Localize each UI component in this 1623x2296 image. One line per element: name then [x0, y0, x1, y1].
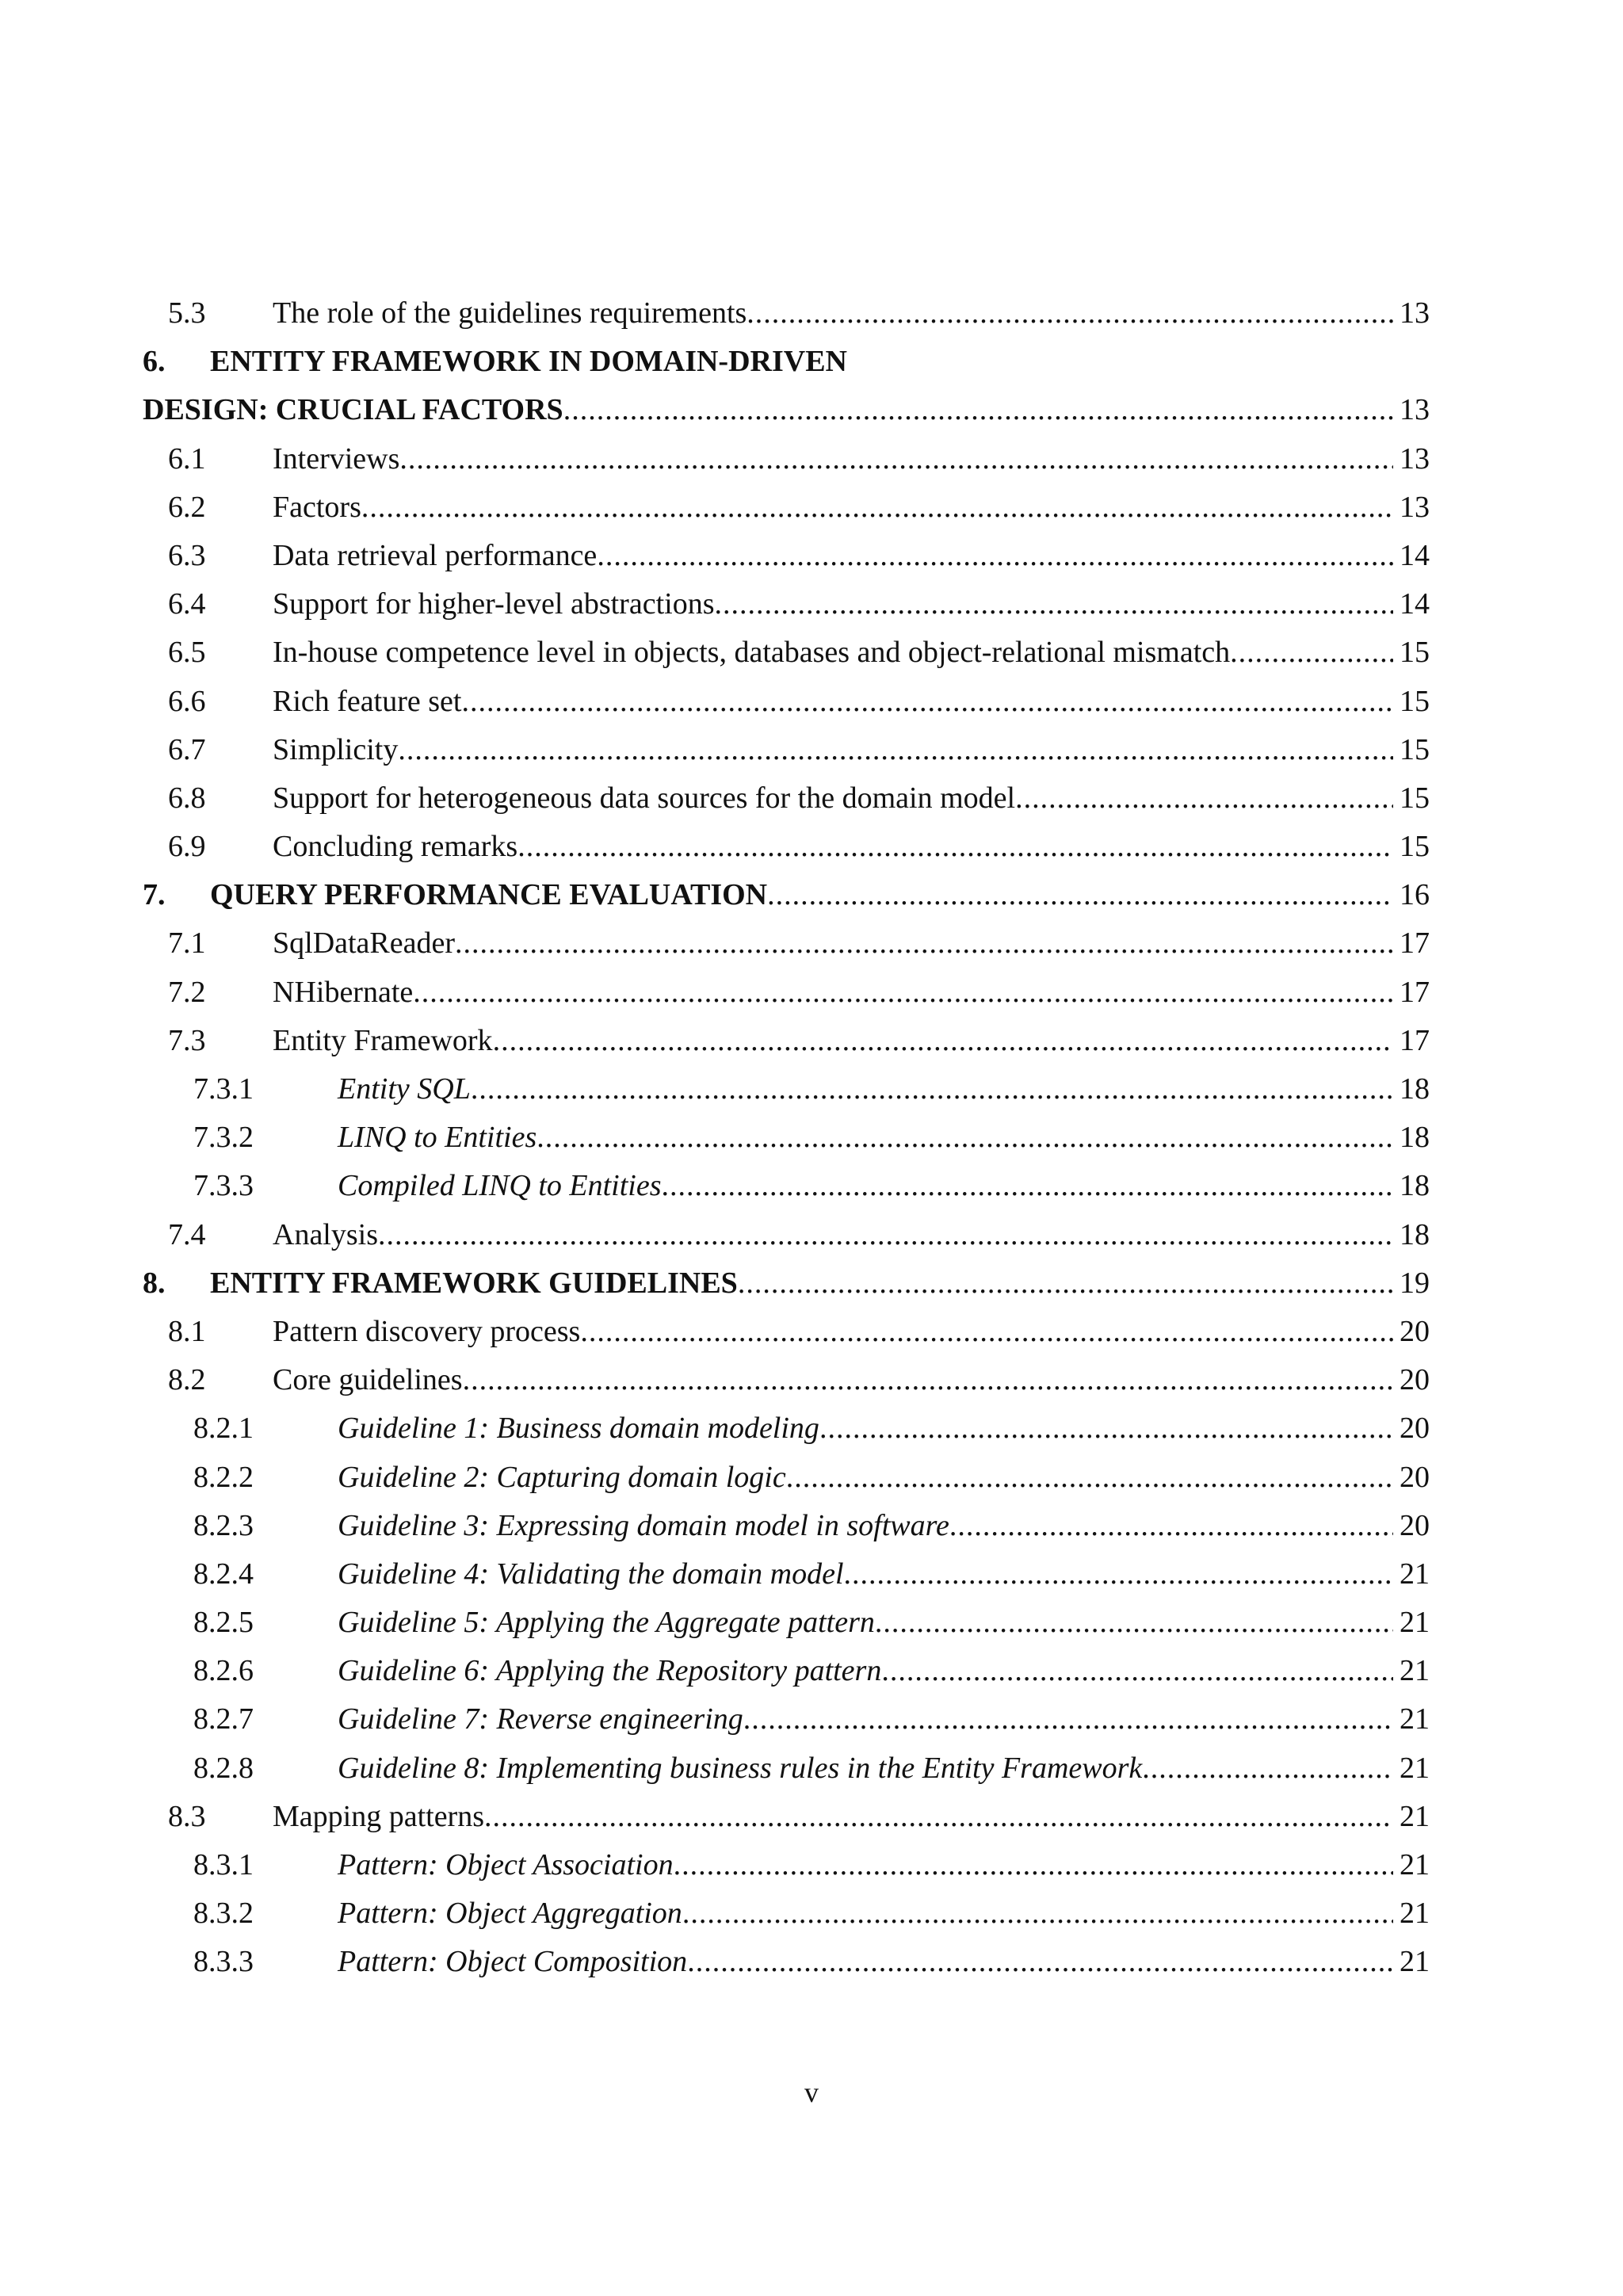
- dot-leader: [563, 386, 1393, 434]
- toc-entry-page: 21: [1400, 1799, 1430, 1833]
- dot-leader: [463, 1356, 1393, 1404]
- toc-entry-page: 18: [1400, 1217, 1430, 1251]
- dot-leader: [597, 532, 1393, 580]
- page-number: v: [804, 2076, 819, 2108]
- toc-entry[interactable]: [0, 483, 1623, 532]
- toc-entry[interactable]: [0, 1211, 1623, 1259]
- toc-entry[interactable]: [0, 1454, 1623, 1502]
- toc-entry-title: Entity Framework: [273, 1023, 493, 1057]
- toc-entry-title: LINQ to Entities: [338, 1121, 537, 1155]
- dot-leader: [517, 823, 1393, 871]
- dot-leader: [662, 1162, 1394, 1210]
- toc-entry-row: [143, 386, 1430, 434]
- toc-entry-number: 7.3.3: [193, 1169, 254, 1203]
- toc-entry-title: Guideline 1: Business domain modeling: [338, 1412, 819, 1446]
- toc-entry-page: 20: [1400, 1508, 1430, 1542]
- toc-entry-row: [273, 919, 1430, 968]
- toc-entry-number: 8.3.1: [193, 1848, 254, 1881]
- toc-entry-row: [338, 1162, 1430, 1210]
- toc-entry[interactable]: [0, 871, 1623, 919]
- dot-leader: [580, 1308, 1393, 1356]
- dot-leader: [687, 1938, 1393, 1986]
- toc-entry-page: 21: [1400, 1945, 1430, 1979]
- toc-entry-title: ENTITY FRAMEWORK IN DOMAIN-DRIVEN: [210, 345, 847, 379]
- toc-entry-number: 6.5: [168, 636, 206, 670]
- toc-entry-row: [338, 1404, 1430, 1453]
- toc-entry-number: 8.2: [168, 1363, 206, 1397]
- toc-entry-number: 8.: [143, 1266, 166, 1300]
- toc-entry[interactable]: [0, 1695, 1623, 1744]
- toc-entry-number: 6.3: [168, 538, 206, 572]
- dot-leader: [738, 1259, 1393, 1308]
- dot-leader: [455, 919, 1393, 968]
- toc-entry-number: 8.2.8: [193, 1751, 254, 1785]
- toc-entry-number: 7.4: [168, 1217, 206, 1251]
- toc-entry[interactable]: [0, 580, 1623, 628]
- toc-entry-row: [338, 1647, 1430, 1695]
- toc-entry-title: ENTITY FRAMEWORK GUIDELINES: [210, 1266, 738, 1300]
- toc-entry-page: 19: [1400, 1266, 1430, 1300]
- toc-entry[interactable]: [0, 823, 1623, 871]
- toc-entry-page: 20: [1400, 1363, 1430, 1397]
- toc-entry-row: [273, 1017, 1430, 1065]
- toc-entry-row: [338, 1599, 1430, 1647]
- toc-entry-row: [273, 1793, 1430, 1841]
- toc-entry-row: [273, 823, 1430, 871]
- toc-entry-number: 7.3: [168, 1023, 206, 1057]
- toc-entry[interactable]: [0, 1599, 1623, 1647]
- toc-entry-title: QUERY PERFORMANCE EVALUATION: [210, 878, 768, 912]
- toc-entry[interactable]: [0, 628, 1623, 677]
- toc-entry-row: [273, 532, 1430, 580]
- dot-leader: [493, 1017, 1393, 1065]
- toc-entry-number: 8.2.6: [193, 1654, 254, 1688]
- toc-entry-page: 21: [1400, 1897, 1430, 1931]
- toc-entry[interactable]: [0, 289, 1623, 338]
- toc-entry-row: [273, 726, 1430, 774]
- toc-entry[interactable]: [0, 1744, 1623, 1793]
- toc-entry-page: 15: [1400, 684, 1430, 718]
- toc-entry-number: 8.3.2: [193, 1897, 254, 1931]
- toc-entry-number: 8.3: [168, 1799, 206, 1833]
- toc-entry-title: Data retrieval performance: [273, 538, 598, 572]
- toc-entry[interactable]: [0, 1259, 1623, 1308]
- dot-leader: [537, 1114, 1393, 1162]
- toc-entry[interactable]: [0, 1356, 1623, 1404]
- toc-entry-row: [273, 628, 1430, 677]
- toc-entry-title: Support for higher-level abstractions: [273, 587, 715, 621]
- toc-entry-page: 21: [1400, 1702, 1430, 1736]
- dot-leader: [1015, 774, 1393, 823]
- toc-entry-page: 15: [1400, 830, 1430, 864]
- toc-entry-row: [338, 1695, 1430, 1744]
- toc-entry[interactable]: [0, 1793, 1623, 1841]
- toc-entry-page: 18: [1400, 1169, 1430, 1203]
- toc-entry-number: 6.2: [168, 490, 206, 524]
- dot-leader: [875, 1599, 1393, 1647]
- toc-entry-title: Simplicity: [273, 732, 399, 766]
- toc-entry-row: [273, 1356, 1430, 1404]
- toc-entry-page: 20: [1400, 1314, 1430, 1348]
- dot-leader: [484, 1793, 1393, 1841]
- toc-entry-page: 15: [1400, 781, 1430, 815]
- toc-entry[interactable]: [0, 1017, 1623, 1065]
- toc-entry-row: [338, 1938, 1430, 1986]
- dot-leader: [1142, 1744, 1393, 1793]
- toc-entry-page: 21: [1400, 1654, 1430, 1688]
- toc-entry-title: In-house competence level in objects, databases and object-relational mismatch: [273, 636, 1231, 670]
- toc-entry-page: 15: [1400, 636, 1430, 670]
- toc-entry[interactable]: [0, 919, 1623, 968]
- toc-entry-title: DESIGN: CRUCIAL FACTORS: [143, 393, 563, 427]
- toc-entry-number: 8.2.3: [193, 1508, 254, 1542]
- dot-leader: [399, 435, 1393, 483]
- toc-entry-row: [338, 1841, 1430, 1889]
- toc-entry-title: SqlDataReader: [273, 926, 456, 961]
- toc-entry-number: 8.2.2: [193, 1460, 254, 1494]
- toc-entry-title: Guideline 2: Capturing domain logic: [338, 1460, 786, 1494]
- dot-leader: [674, 1841, 1393, 1889]
- toc-entry-title: Guideline 6: Applying the Repository pattern: [338, 1654, 882, 1688]
- toc-entry-title: Support for heterogeneous data sources for the domain model: [273, 781, 1016, 815]
- toc-entry-page: 20: [1400, 1460, 1430, 1494]
- table-of-contents: [0, 289, 1623, 1987]
- toc-entry-page: 17: [1400, 1023, 1430, 1057]
- toc-entry-row: [338, 1744, 1430, 1793]
- dot-leader: [881, 1647, 1393, 1695]
- toc-entry-number: 6.9: [168, 830, 206, 864]
- toc-entry-title: Pattern: Object Aggregation: [338, 1897, 682, 1931]
- toc-entry-page: 20: [1400, 1412, 1430, 1446]
- dot-leader: [949, 1502, 1393, 1550]
- toc-entry-title: Compiled LINQ to Entities: [338, 1169, 662, 1203]
- toc-entry-number: 5.3: [168, 296, 206, 330]
- dot-leader: [747, 289, 1393, 338]
- toc-entry-number: 7.2: [168, 975, 206, 1009]
- toc-entry-number: 7.1: [168, 926, 206, 961]
- toc-entry[interactable]: [0, 1889, 1623, 1938]
- toc-entry-row: [338, 1454, 1430, 1502]
- toc-entry-title: Pattern: Object Association: [338, 1848, 674, 1881]
- toc-entry[interactable]: [0, 338, 1623, 386]
- toc-entry-row: [273, 483, 1430, 532]
- toc-entry-row: [210, 1259, 1430, 1308]
- dot-leader: [743, 1695, 1393, 1744]
- toc-entry-title: Analysis: [273, 1217, 378, 1251]
- toc-entry[interactable]: [0, 1841, 1623, 1889]
- toc-entry-page: 14: [1400, 538, 1430, 572]
- toc-entry-row: [210, 871, 1430, 919]
- dot-leader: [398, 726, 1393, 774]
- toc-entry-page: 21: [1400, 1557, 1430, 1591]
- toc-entry[interactable]: [0, 1162, 1623, 1210]
- toc-entry-title: Core guidelines: [273, 1363, 463, 1397]
- toc-entry-row: [273, 1211, 1430, 1259]
- toc-entry-page: 21: [1400, 1606, 1430, 1640]
- toc-entry-title: Guideline 5: Applying the Aggregate pattern: [338, 1606, 875, 1640]
- toc-entry[interactable]: [0, 1114, 1623, 1162]
- toc-entry-page: 15: [1400, 732, 1430, 766]
- toc-entry-number: 7.3.2: [193, 1121, 254, 1155]
- toc-entry-title: Concluding remarks: [273, 830, 518, 864]
- dot-leader: [461, 678, 1393, 726]
- toc-entry[interactable]: [0, 774, 1623, 823]
- toc-entry-number: 6.6: [168, 684, 206, 718]
- toc-entry-row: [273, 774, 1430, 823]
- toc-entry-number: 6.8: [168, 781, 206, 815]
- toc-entry-page: 21: [1400, 1848, 1430, 1881]
- toc-entry[interactable]: [0, 1938, 1623, 1986]
- toc-entry[interactable]: [0, 1308, 1623, 1356]
- toc-entry-page: 14: [1400, 587, 1430, 621]
- toc-entry-row: [338, 1065, 1430, 1114]
- toc-entry-number: 6.4: [168, 587, 206, 621]
- dot-leader: [682, 1889, 1393, 1938]
- toc-entry-page: 18: [1400, 1072, 1430, 1106]
- dot-leader: [786, 1454, 1393, 1502]
- toc-entry[interactable]: [0, 532, 1623, 580]
- toc-entry-row: [273, 678, 1430, 726]
- toc-entry-title: Mapping patterns: [273, 1799, 485, 1833]
- toc-entry[interactable]: [0, 386, 1623, 434]
- dot-leader: [767, 871, 1393, 919]
- toc-entry[interactable]: [0, 726, 1623, 774]
- toc-entry[interactable]: [0, 1647, 1623, 1695]
- toc-entry-page: 16: [1400, 878, 1430, 912]
- toc-entry-title: Guideline 4: Validating the domain model: [338, 1557, 844, 1591]
- toc-entry[interactable]: [0, 1550, 1623, 1599]
- toc-entry[interactable]: [0, 968, 1623, 1017]
- toc-entry-row: [273, 968, 1430, 1017]
- dot-leader: [844, 1550, 1393, 1599]
- dot-leader: [1230, 628, 1393, 677]
- toc-entry-number: 8.3.3: [193, 1945, 254, 1979]
- toc-entry-title: Guideline 3: Expressing domain model in software: [338, 1508, 949, 1542]
- toc-entry-row: [273, 289, 1430, 338]
- toc-entry[interactable]: [0, 1502, 1623, 1550]
- toc-entry-number: 6.1: [168, 441, 206, 476]
- toc-entry-title: Entity SQL: [338, 1072, 471, 1106]
- toc-entry-page: 13: [1400, 441, 1430, 476]
- toc-entry-row: [338, 1889, 1430, 1938]
- toc-entry[interactable]: [0, 1404, 1623, 1453]
- toc-entry-row: [273, 580, 1430, 628]
- toc-entry-number: 6.7: [168, 732, 206, 766]
- toc-entry-page: 18: [1400, 1121, 1430, 1155]
- toc-entry[interactable]: [0, 678, 1623, 726]
- toc-entry[interactable]: [0, 435, 1623, 483]
- toc-entry-row: [210, 338, 1430, 386]
- toc-entry-row: [338, 1502, 1430, 1550]
- dot-leader: [714, 580, 1393, 628]
- toc-entry-row: [273, 1308, 1430, 1356]
- toc-entry-title: NHibernate: [273, 975, 414, 1009]
- toc-entry-number: 8.1: [168, 1314, 206, 1348]
- toc-entry-number: 8.2.5: [193, 1606, 254, 1640]
- toc-entry[interactable]: [0, 1065, 1623, 1114]
- toc-entry-page: 17: [1400, 975, 1430, 1009]
- toc-entry-page: 21: [1400, 1751, 1430, 1785]
- dot-leader: [361, 483, 1393, 532]
- toc-entry-number: 8.2.7: [193, 1702, 254, 1736]
- dot-leader: [378, 1211, 1393, 1259]
- toc-entry-title: Interviews: [273, 441, 400, 476]
- toc-entry-title: Factors: [273, 490, 361, 524]
- toc-entry-title: Rich feature set: [273, 684, 462, 718]
- dot-leader: [819, 1404, 1393, 1453]
- toc-entry-page: 13: [1400, 393, 1430, 427]
- toc-entry-row: [273, 435, 1430, 483]
- toc-entry-number: 7.3.1: [193, 1072, 254, 1106]
- toc-entry-number: 8.2.1: [193, 1412, 254, 1446]
- toc-entry-page: 13: [1400, 296, 1430, 330]
- toc-entry-title: The role of the guidelines requirements: [273, 296, 747, 330]
- toc-entry-title: Guideline 7: Reverse engineering: [338, 1702, 743, 1736]
- toc-entry-number: 8.2.4: [193, 1557, 254, 1591]
- dot-leader: [413, 968, 1393, 1017]
- toc-entry-number: 7.: [143, 878, 166, 912]
- toc-entry-title: Pattern: Object Composition: [338, 1945, 688, 1979]
- toc-entry-title: Guideline 8: Implementing business rules in the Entity Framework: [338, 1751, 1143, 1785]
- toc-entry-page: 17: [1400, 926, 1430, 961]
- toc-entry-title: Pattern discovery process: [273, 1314, 581, 1348]
- dot-leader: [471, 1065, 1393, 1114]
- toc-entry-number: 6.: [143, 345, 166, 379]
- toc-entry-row: [338, 1114, 1430, 1162]
- toc-entry-page: 13: [1400, 490, 1430, 524]
- toc-entry-row: [338, 1550, 1430, 1599]
